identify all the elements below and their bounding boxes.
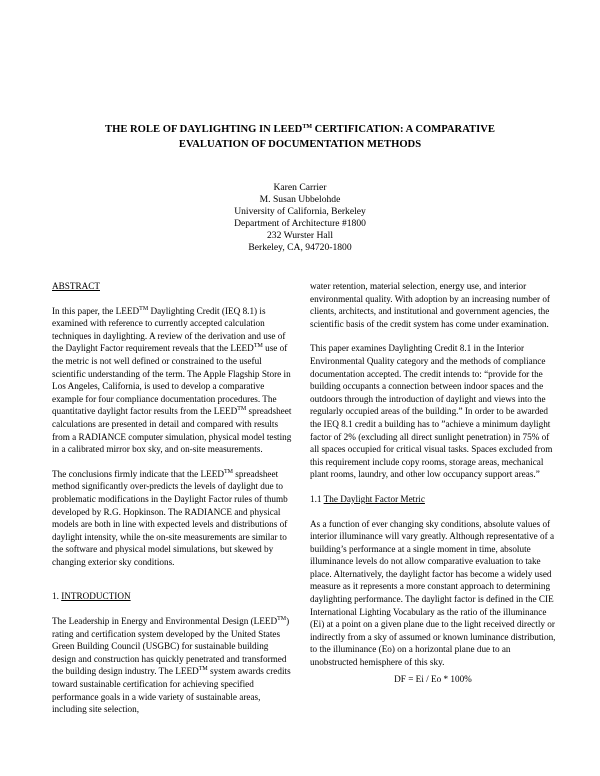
body-paragraph: This paper examines Daylighting Credit 8.1 in the Interior Environmental Quality category and the methods of compliance documentation accepted. The credit intends to: “provide for the building occupants a connection between indoor spaces and the outdoors through the introduction of daylight and views into the regularly occupied areas of the building.” In order to be awarded the IEQ 8.1 credit a building has to ”achieve a minimum daylight factor of 2% (excluding all direct sunlight penetration) in 75% of all spaces occupied for critical visual tasks. Spaces excluded from this requirement include copy rooms, storage areas, mechanical plant rooms, laundry, and other low occupancy support areas.”: [310, 343, 553, 480]
author-city: Berkeley, CA, 94720-1800: [248, 241, 352, 253]
introduction-paragraph: The Leadership in Energy and Environmental Design (LEED™) rating and certification system developed by the United States Green Building Council (USGBC) for sustainable building design and construction has quickly penetrated and transformed the building design industry. The LEED™ system awards credits toward sustainable certification for achieving specified performance goals in a wide variety of sustainable areas, including site selection,: [52, 616, 291, 715]
body-paragraph: water retention, material selection, energy use, and interior environmental quality. With adoption by an increasing number of clients, architects, and institutional and government agencies, the scientific basis of the credit system has come under examination.: [310, 281, 550, 329]
author-address: 232 Wurster Hall: [266, 229, 334, 241]
abstract-paragraph: The conclusions firmly indicate that the LEED™ spreadsheet method significantly over-predicts the levels of daylight due to problematic modifications in the Daylight Factor rules of thumb developed by R.G. Hopkinson. The RADIANCE and physical models are both in line with expected levels and distributions of daylight intensity, while the on-site measurements are similar to the software and physical model simulations, but skewed by changing exterior sky conditions.: [52, 468, 288, 567]
author-department: Department of Architecture #1800: [234, 217, 366, 229]
author-name: M. Susan Ubbelohde: [259, 193, 341, 205]
abstract-heading: ABSTRACT: [52, 281, 100, 291]
author-name: Karen Carrier: [273, 182, 327, 193]
author-affiliation: University of California, Berkeley: [234, 205, 366, 217]
left-column: [52, 280, 292, 716]
introduction-heading: 1. INTRODUCTION: [52, 591, 131, 602]
title-line-2: EVALUATION OF DOCUMENTATION METHODS: [178, 139, 422, 150]
paper-title: [60, 122, 540, 152]
title-line-1: THE ROLE OF DAYLIGHTING IN LEED™ CERTIFICATION: A COMPARATIVE: [105, 124, 495, 135]
right-column: [310, 280, 556, 685]
abstract-paragraph: In this paper, the LEED™ Daylighting Credit (IEQ 8.1) is examined with reference to currently accepted calculation techniques in daylighting. A review of the derivation and use of the Daylight Factor requirement reveals that the LEED™ use of the metric is not well defined or constrained to the useful scientific understanding of the term. The Apple Flagship Store in Los Angeles, California, is used to develop a comparative example for four compliance documentation procedures. The quantitative daylight factor results from the LEED™ spreadsheet calculations are presented in detail and compared with results from a RADIANCE computer simulation, physical model testing in a calibrated mirror box sky, and on-site measurements.: [52, 305, 292, 455]
subsection-heading: 1.1 The Daylight Factor Metric: [310, 493, 425, 504]
daylight-factor-equation: DF = Ei / Eo * 100%: [394, 673, 472, 684]
author-block: [150, 182, 450, 253]
body-paragraph: As a function of ever changing sky conditions, absolute values of interior illuminance will vary greatly. Although representative of a building’s performance at a single moment in time, absolute illuminance levels do not allow comparative evaluation to take place. Alternatively, the daylight factor has become a widely used measure as it represents a more constant approach to determining daylighting performance. The daylight factor is defined in the CIE International Lighting Vocabulary as the ratio of the illuminance (Ei) at a point on a given plane due to the light received directly or indirectly from a sky of assumed or known luminance distribution, to the illuminance (Eo) on a horizontal plane due to an unobstructed hemisphere of this sky.: [310, 518, 556, 668]
